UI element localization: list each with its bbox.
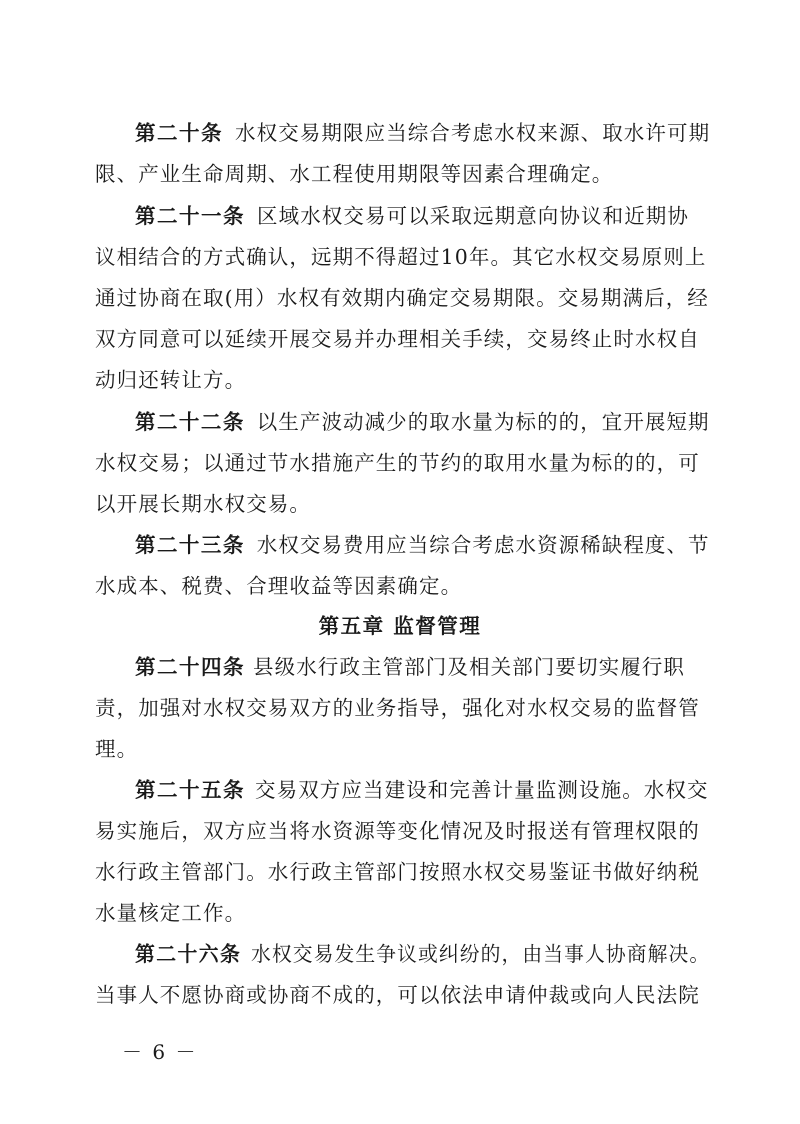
article-23-heading: 第二十三条 xyxy=(135,533,245,557)
article-20-line-2: 限、产业生命周期、水工程使用期限等因素合理确定。 xyxy=(95,162,614,186)
article-22-line-1 xyxy=(135,410,710,434)
article-26-line-1 xyxy=(135,942,710,966)
article-26-text-1: 水权交易发生争议或纠纷的，由当事人协商解决。 xyxy=(250,942,711,966)
article-21-line-1 xyxy=(135,204,689,228)
article-23-line-1 xyxy=(135,533,710,557)
article-21-line-5: 动归还转让方。 xyxy=(95,368,247,392)
article-25-line-4: 水量核定工作。 xyxy=(95,901,247,925)
article-21-heading: 第二十一条 xyxy=(135,204,245,228)
article-21-line-2: 议相结合的方式确认，远期不得超过10年。其它水权交易原则上 xyxy=(95,245,707,269)
article-24-heading: 第二十四条 xyxy=(135,655,245,679)
article-23-text-1: 水权交易费用应当综合考虑水资源稀缺程度、节 xyxy=(256,533,710,557)
article-20-line-1 xyxy=(135,121,710,145)
article-20-text-1: 水权交易期限应当综合考虑水权来源、取水许可期 xyxy=(235,121,711,145)
article-26-line-2: 当事人不愿协商或协商不成的，可以依法申请仲裁或向人民法院 xyxy=(95,983,700,1007)
article-22-heading: 第二十二条 xyxy=(135,410,245,434)
article-25-text-1: 交易双方应当建设和完善计量监测设施。水权交 xyxy=(255,778,709,802)
article-21-line-4: 双方同意可以延续开展交易并办理相关手续，交易终止时水权自 xyxy=(95,327,700,351)
article-24-text-1: 县级水行政主管部门及相关部门要切实履行职 xyxy=(253,655,685,679)
article-21-text-1: 区域水权交易可以采取远期意向协议和近期协 xyxy=(257,204,689,228)
article-24-line-2: 责，加强对水权交易双方的业务指导，强化对水权交易的监督管 xyxy=(95,696,700,720)
article-24-line-3: 理。 xyxy=(95,737,139,761)
article-22-text-1: 以生产波动减少的取水量为标的的，宜开展短期 xyxy=(256,410,710,434)
article-25-line-1 xyxy=(135,778,709,802)
article-25-line-2: 易实施后，双方应当将水资源等变化情况及时报送有管理权限的 xyxy=(95,819,700,843)
article-22-line-3: 以开展长期水权交易。 xyxy=(95,492,311,516)
article-22-line-2: 水权交易；以通过节水措施产生的节约的取用水量为标的的，可 xyxy=(95,451,700,475)
article-24-line-1 xyxy=(135,655,685,679)
page-number: － 6 － xyxy=(122,1040,198,1064)
article-20-heading: 第二十条 xyxy=(135,121,223,145)
article-25-line-3: 水行政主管部门。水行政主管部门按照水权交易鉴证书做好纳税 xyxy=(95,860,700,884)
article-23-line-2: 水成本、税费、合理收益等因素确定。 xyxy=(95,574,463,598)
article-25-heading: 第二十五条 xyxy=(135,778,245,802)
article-21-line-3: 通过协商在取(用）水权有效期内确定交易期限。交易期满后，经 xyxy=(95,286,709,310)
article-26-heading: 第二十六条 xyxy=(135,942,242,966)
chapter-5-heading: 第五章 监督管理 xyxy=(318,614,482,638)
